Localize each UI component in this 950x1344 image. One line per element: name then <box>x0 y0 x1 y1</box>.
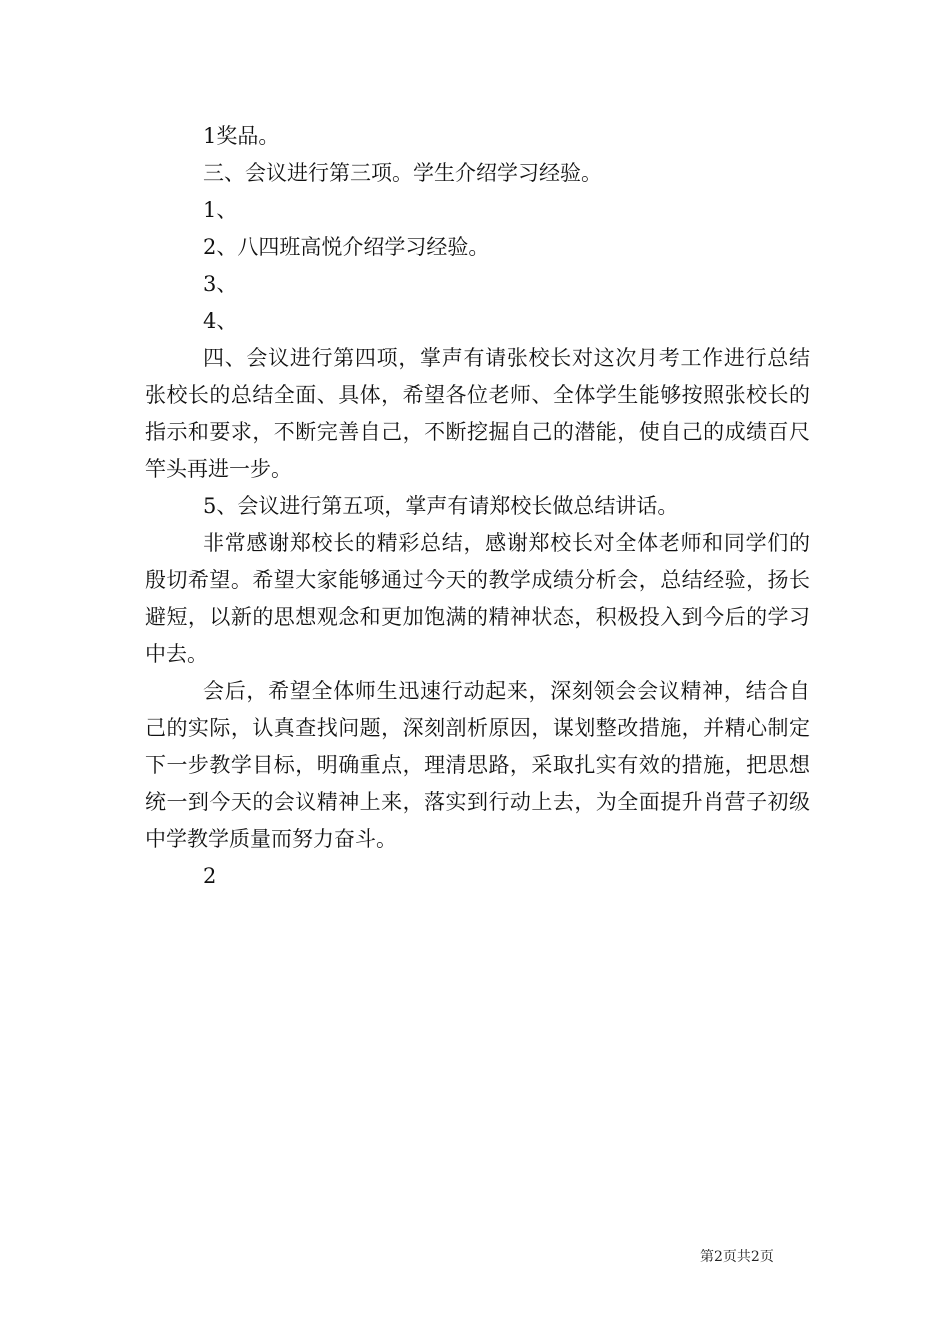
page-footer: 第2页共2页 <box>700 1249 774 1265</box>
paragraph-item-four: 四、会议进行第四项，掌声有请张校长对这次月考工作进行总结张校长的总结全面、具体，希望各位老师、全体学生能够按照张校长的指示和要求，不断完善自己，不断挖掘自己的潜能，使自己的成绩百尺竿头再进一步。 <box>145 346 810 481</box>
paragraph-item-five: 5、会议进行第五项，掌声有请郑校长做总结讲话。 <box>203 494 679 518</box>
paragraph-thanks: 非常感谢郑校长的精彩总结，感谢郑校长对全体老师和同学们的殷切希望。希望大家能够通过今天的教学成绩分析会，总结经验，扬长避短，以新的思想观念和更加饱满的精神状态，积极投入到今后的学习中去。 <box>145 531 810 666</box>
paragraph-page-number: 2 <box>203 864 217 888</box>
paragraph-closing: 会后，希望全体师生迅速行动起来，深刻领会会议精神，结合自己的实际，认真查找问题，深刻剖析原因，谋划整改措施，并精心制定下一步教学目标，明确重点，理清思路，采取扎实有效的措施，把思想统一到今天的会议精神上来，落实到行动上去，为全面提升肖营子初级中学教学质量而努力奋斗。 <box>145 679 810 851</box>
paragraph-student-1: 1、 <box>203 198 238 222</box>
paragraph-student-3: 3、 <box>203 272 238 296</box>
document-body <box>145 118 810 895</box>
paragraph-student-4: 4、 <box>203 309 238 333</box>
paragraph-student-2: 2、八四班高悦介绍学习经验。 <box>203 235 490 259</box>
paragraph-prize: 1奖品。 <box>203 124 280 148</box>
paragraph-item-three: 三、会议进行第三项。学生介绍学习经验。 <box>203 161 602 185</box>
